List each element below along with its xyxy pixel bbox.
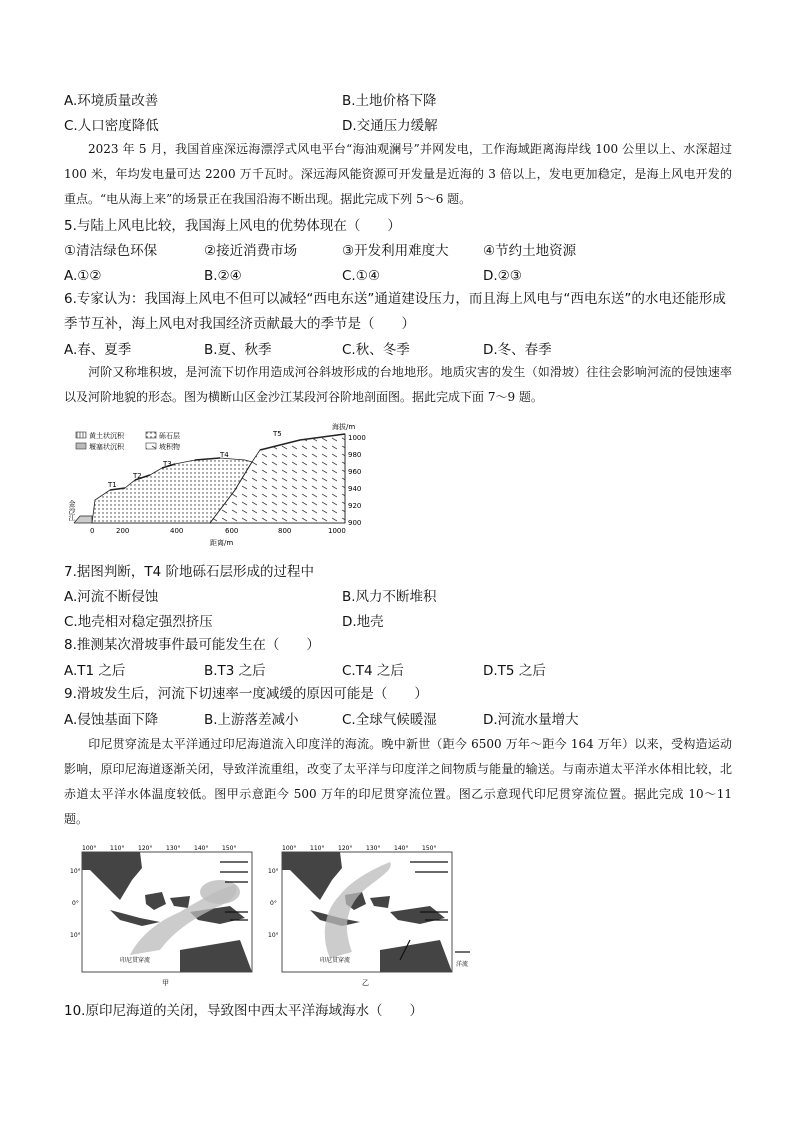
map-a bbox=[70, 845, 252, 987]
question-9-stem: 9.滑坡发生后，河流下切速率一度减缓的原因可能是（ ） bbox=[64, 686, 428, 702]
legend-flow-label: 洋流 bbox=[456, 961, 469, 968]
q7-option-d: D.地壳 bbox=[342, 614, 384, 630]
q7-option-b: B.风力不断堆积 bbox=[342, 589, 437, 605]
option-a: A.环境质量改善 bbox=[64, 93, 159, 109]
q8-option-d: D.T5 之后 bbox=[483, 663, 546, 679]
legend-colluvium: 坡积物 bbox=[159, 443, 180, 451]
y-tick-1000: 1000 bbox=[348, 434, 366, 442]
map-b-lon-130: 130° bbox=[366, 845, 381, 852]
question-5-stem: 5.与陆上风电比较，我国海上风电的优势体现在（ ） bbox=[64, 218, 401, 234]
q6-option-a: A.春、夏季 bbox=[64, 342, 132, 358]
river-channel bbox=[74, 516, 92, 523]
x-axis-title: 距离/m bbox=[210, 539, 234, 547]
y-ticks bbox=[348, 434, 366, 527]
map-a-flow-source bbox=[200, 880, 240, 904]
x-tick-1000: 1000 bbox=[328, 527, 346, 535]
q5-option-d: D.②③ bbox=[483, 268, 522, 284]
question-10-stem: 10.原印尼海道的关闭，导致图中西太平洋海域海水（ ） bbox=[64, 1003, 423, 1019]
map-b-lon-110: 110° bbox=[310, 845, 325, 852]
q9-option-d: D.河流水量增大 bbox=[483, 712, 579, 728]
figure-legend bbox=[76, 431, 180, 451]
map-b-lon-ticks bbox=[282, 845, 436, 852]
map-a-lat-10n: 10° bbox=[70, 868, 81, 875]
x-tick-0: 0 bbox=[90, 527, 95, 535]
terrace-label-t3: T3 bbox=[163, 460, 172, 468]
q5-item-3: ③开发利用难度大 bbox=[342, 243, 449, 259]
x-tick-600: 600 bbox=[225, 527, 239, 535]
q5-option-c: C.①④ bbox=[342, 268, 380, 284]
option-b: B.土地价格下降 bbox=[342, 93, 437, 109]
map-a-lon-150: 150° bbox=[222, 845, 237, 852]
map-a-lon-ticks bbox=[82, 845, 236, 852]
q9-option-a: A.侵蚀基面下降 bbox=[64, 712, 159, 728]
q5-item-1: ①清洁绿色环保 bbox=[64, 243, 158, 259]
q9-option-c: C.全球气候暖湿 bbox=[342, 712, 437, 728]
map-b-lon-150: 150° bbox=[422, 845, 437, 852]
q6-option-c: C.秋、冬季 bbox=[342, 342, 410, 358]
map-b-lat-10n: 10° bbox=[268, 868, 279, 875]
map-a-lon-110: 110° bbox=[110, 845, 125, 852]
map-b-lat-0: 0° bbox=[270, 900, 277, 907]
legend-dammed: 堰塞状沉积 bbox=[89, 443, 124, 451]
x-ticks bbox=[90, 527, 346, 535]
terrace-label-t2: T2 bbox=[133, 472, 142, 480]
map-a-flow-label: 印尼贯穿流 bbox=[120, 957, 151, 964]
map-b-lon-120: 120° bbox=[338, 845, 353, 852]
map-b-lat-10s: 10° bbox=[268, 932, 279, 939]
terrace-label-t1: T1 bbox=[108, 481, 117, 489]
map-legend bbox=[455, 952, 470, 968]
map-b-lon-100: 100° bbox=[282, 845, 297, 852]
passage-indonesian-throughflow-text: 印尼贯穿流是太平洋通过印尼海道流入印度洋的海流。晚中新世（距今 6500 万年～距今 164 万年）以来，受构造运动影响，原印尼海道逐渐关闭，导致洋流重组，改变了太平洋与印度洋之间物质与能量的输送。与南赤道太平洋水体相比较，北赤道太平洋水体温度较低。图甲示意距今 500 万年的印尼贯穿流位置。图乙示意现代印尼贯穿流位置。据此完成 10～11 题。 bbox=[64, 737, 732, 826]
x-tick-800: 800 bbox=[278, 527, 292, 535]
q8-option-a: A.T1 之后 bbox=[64, 663, 126, 679]
q7-option-a: A.河流不断侵蚀 bbox=[64, 589, 159, 605]
map-a-lon-120: 120° bbox=[138, 845, 153, 852]
legend-loess: 黄土状沉积 bbox=[89, 432, 124, 440]
q5-item-4: ④节约土地资源 bbox=[483, 243, 577, 259]
map-b-lon-140: 140° bbox=[394, 845, 409, 852]
y-tick-900: 900 bbox=[348, 519, 362, 527]
terrace-profile-figure bbox=[70, 420, 390, 550]
q5-option-a: A.①② bbox=[64, 268, 102, 284]
passage-river-terrace bbox=[64, 360, 732, 410]
option-d: D.交通压力缓解 bbox=[342, 118, 438, 134]
passage-wind-power bbox=[64, 137, 732, 212]
map-a-lon-100: 100° bbox=[82, 845, 97, 852]
q9-option-b: B.上游落差减小 bbox=[204, 712, 299, 728]
map-b-label: 乙 bbox=[362, 979, 369, 987]
q8-option-b: B.T3 之后 bbox=[204, 663, 266, 679]
q7-option-c: C.地壳相对稳定强烈挤压 bbox=[64, 614, 213, 630]
y-axis-title: 海拔/m bbox=[332, 423, 356, 431]
map-a-label: 甲 bbox=[162, 979, 169, 987]
river-label: 金沙江 bbox=[68, 500, 76, 521]
y-tick-920: 920 bbox=[348, 502, 362, 510]
terrace-label-t5: T5 bbox=[273, 430, 282, 438]
q5-item-2: ②接近消费市场 bbox=[204, 243, 298, 259]
q6-option-b: B.夏、秋季 bbox=[204, 342, 272, 358]
passage-indonesian-throughflow bbox=[64, 732, 732, 832]
q8-option-c: C.T4 之后 bbox=[342, 663, 404, 679]
terrace-label-t4: T4 bbox=[220, 451, 229, 459]
option-c: C.人口密度降低 bbox=[64, 118, 159, 134]
map-a-lat-10s: 10° bbox=[70, 932, 81, 939]
map-b bbox=[268, 845, 452, 987]
passage-river-terrace-text: 河阶又称堆积坡，是河流下切作用造成河谷斜坡形成的台地地形。地质灾害的发生（如滑坡）往往会影响河流的侵蚀速率以及河阶地貌的形态。图为横断山区金沙江某段河谷阶地剖面图。据此完成下面 7～9 题。 bbox=[64, 365, 732, 404]
q5-option-b: B.②④ bbox=[204, 268, 242, 284]
legend-gravel: 砾石层 bbox=[159, 432, 180, 440]
map-b-flow-label: 印尼贯穿流 bbox=[320, 957, 351, 964]
map-a-lat-0: 0° bbox=[72, 900, 79, 907]
throughflow-maps-figure bbox=[70, 840, 480, 990]
x-tick-400: 400 bbox=[170, 527, 184, 535]
question-8-stem: 8.推测某次滑坡事件最可能发生在（ ） bbox=[64, 637, 320, 653]
y-tick-940: 940 bbox=[348, 485, 362, 493]
passage-wind-power-text: 2023 年 5 月，我国首座深远海漂浮式风电平台“海油观澜号”并网发电，工作海域距离海岸线 100 公里以上、水深超过 100 米，年均发电量可达 2200 万千瓦时。深远海风能资源可开发量是近海的 3 倍以上，发电更加稳定，是海上风电开发的重点。“电从海上来”的场景正在我国沿海不断出现。据此完成下列 5～6 题。 bbox=[64, 142, 732, 206]
question-7-stem: 7.据图判断，T4 阶地砾石层形成的过程中 bbox=[64, 564, 315, 580]
map-a-lon-130: 130° bbox=[166, 845, 181, 852]
q6-option-d: D.冬、春季 bbox=[483, 342, 552, 358]
x-tick-200: 200 bbox=[116, 527, 130, 535]
y-tick-960: 960 bbox=[348, 468, 362, 476]
question-6-stem: 6.专家认为：我国海上风电不但可以减轻“西电东送”通道建设压力，而且海上风电与“西电东送”的水电还能形成季节互补，海上风电对我国经济贡献最大的季节是（ ） bbox=[64, 291, 726, 332]
map-a-lon-140: 140° bbox=[194, 845, 209, 852]
y-tick-980: 980 bbox=[348, 451, 362, 459]
